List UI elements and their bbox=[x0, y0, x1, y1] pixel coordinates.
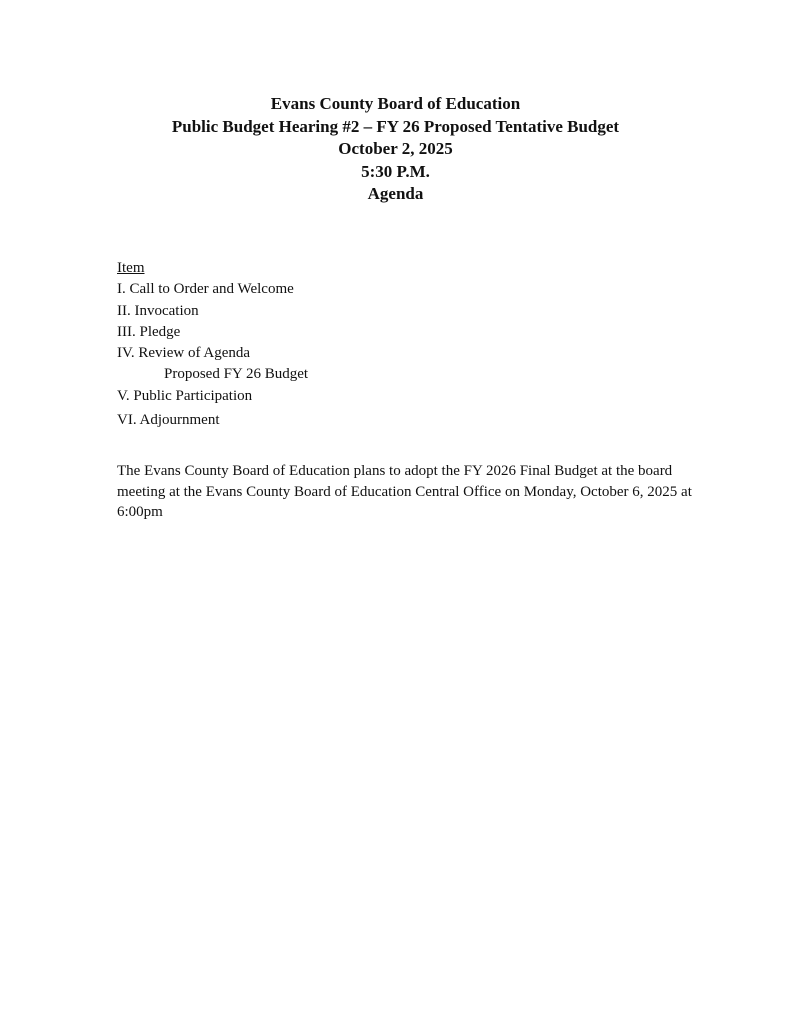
agenda-item-public-participation: V. Public Participation bbox=[117, 387, 253, 404]
board-name: Evans County Board of Education bbox=[270, 94, 521, 113]
agenda-item-review-of-agenda: IV. Review of Agenda bbox=[117, 345, 251, 362]
meeting-time: 5:30 P.M. bbox=[361, 161, 430, 181]
document-header bbox=[0, 93, 791, 206]
agenda-item-adjournment: VI. Adjournment bbox=[117, 412, 220, 429]
agenda-heading: Item bbox=[117, 260, 145, 276]
hearing-title: Public Budget Hearing #2 – FY 26 Proposed Tentative Budget bbox=[171, 116, 620, 136]
agenda-item-invocation: II. Invocation bbox=[117, 302, 199, 319]
notice-line: 6:00pm bbox=[117, 504, 163, 520]
agenda-item-pledge: III. Pledge bbox=[117, 323, 181, 340]
notice-line: The Evans County Board of Education plans to adopt the FY 2026 Final Budget at the board bbox=[117, 463, 673, 479]
meeting-date: October 2, 2025 bbox=[338, 139, 453, 158]
budget-adoption-notice bbox=[117, 461, 717, 523]
agenda-list bbox=[117, 258, 717, 431]
agenda-title: Agenda bbox=[367, 184, 424, 203]
agenda-item-call-to-order: I. Call to Order and Welcome bbox=[117, 281, 294, 298]
notice-line: meeting at the Evans County Board of Education Central Office on Monday, October 6, 2025 at bbox=[117, 483, 692, 500]
agenda-subitem-proposed-budget: Proposed FY 26 Budget bbox=[164, 366, 309, 383]
